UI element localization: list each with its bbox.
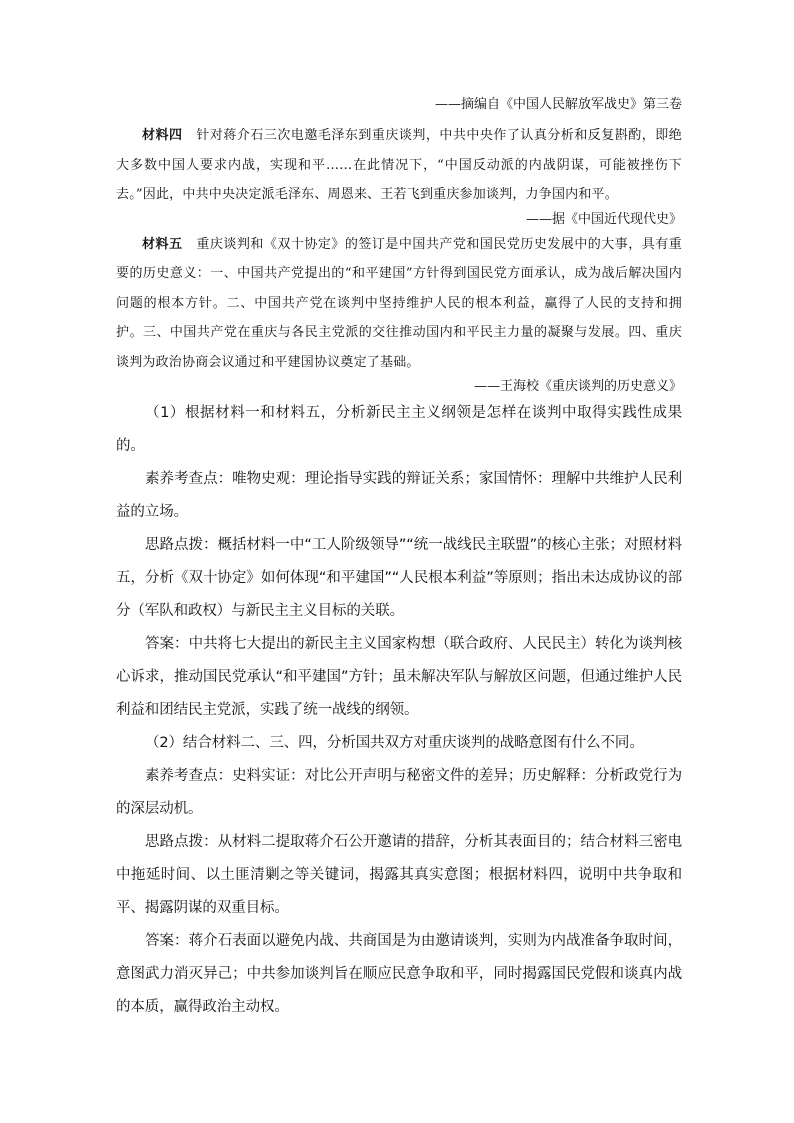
document-page — [116, 95, 682, 1024]
literacy-text: 唯物史观：理论指导实践的辩证关系；家国情怀：理解中共维护人民利益的立场。 — [116, 471, 682, 520]
material-4-paragraph — [116, 121, 682, 210]
material-5-paragraph — [116, 230, 682, 378]
source-citation-2: ——据《中国近代现代史》 — [525, 211, 682, 227]
question-1: （1）根据材料一和材料五，分析新民主主义纲领是怎样在谈判中取得实践性成果的。 — [116, 405, 682, 454]
question-2-answer — [116, 925, 682, 1024]
material-4-text: 针对蒋介石三次电邀毛泽东到重庆谈判，中共中央作了认真分析和反复斟酌，即绝大多数中国人要求内战，实现和平……在此情况下，“中国反动派的内战阴谋，可能被挫伤下去。”因此，中共中央决定派毛泽东、周恩来、王若飞到重庆参加谈判，力争国内和平。 — [116, 128, 682, 202]
hint-label: 思路点拨： — [145, 537, 218, 553]
answer-label: 答案： — [145, 636, 189, 652]
literacy-text: 史料实证：对比公开声明与秘密文件的差异；历史解释：分析政党行为的深层动机。 — [116, 768, 682, 817]
question-2-literacy — [116, 760, 682, 826]
answer-text: 中共将七大提出的新民主主义国家构想（联合政府、人民民主）转化为谈判核心诉求，推动国民党承认“和平建国”方针；虽未解决军队与解放区问题，但通过维护人民利益和团结民主党派，实践了统一战线的纲领。 — [116, 636, 682, 718]
answer-label: 答案： — [145, 933, 189, 949]
material-4-label: 材料四 — [142, 128, 183, 143]
answer-text: 蒋介石表面以避免内战、共商国是为由邀请谈判，实则为内战准备争取时间，意图武力消灭异己；中共参加谈判旨在顺应民意争取和平，同时揭露国民党假和谈真内战的本质，赢得政治主动权。 — [116, 933, 682, 1015]
hint-label: 思路点拨： — [145, 834, 218, 850]
question-1-answer — [116, 628, 682, 727]
literacy-label: 素养考查点： — [145, 471, 233, 487]
material-5-text: 重庆谈判和《双十协定》的签订是中国共产党和国民党历史发展中的大事，具有重要的历史意义：一、中国共产党提出的“和平建国”方针得到国民党方面承认，成为战后解决国内问题的根本方针。二、中国共产党在谈判中坚持维护人民的根本利益，赢得了人民的支持和拥护。三、中国共产党在重庆与各民主党派的交往推动国内和平民主力量的凝聚与发展。四、重庆谈判为政治协商会议通过和平建国协议奠定了基础。 — [116, 236, 682, 370]
source-citation-3: ——王海校《重庆谈判的历史意义》 — [473, 379, 682, 394]
question-1-hint — [116, 529, 682, 628]
material-5-label: 材料五 — [142, 236, 183, 252]
question-2: （2）结合材料二、三、四，分析国共双方对重庆谈判的战略意图有什么不同。 — [145, 735, 644, 751]
question-1-literacy — [116, 463, 682, 529]
question-2-hint — [116, 826, 682, 925]
hint-text: 从材料二提取蒋介石公开邀请的措辞，分析其表面目的；结合材料三密电中拖延时间、以土匪清剿之等关键词，揭露其真实意图；根据材料四，说明中共争取和平、揭露阴谋的双重目标。 — [116, 834, 682, 916]
source-citation-1: ——摘编自《中国人民解放军战史》第三卷 — [434, 97, 682, 112]
literacy-label: 素养考查点： — [145, 768, 233, 784]
hint-text: 概括材料一中“工人阶级领导”“统一战线民主联盟”的核心主张；对照材料五，分析《双十协定》如何体现“和平建国”“人民根本利益”等原则；指出未达成协议的部分（军队和政权）与新民主主义目标的关联。 — [116, 537, 682, 619]
